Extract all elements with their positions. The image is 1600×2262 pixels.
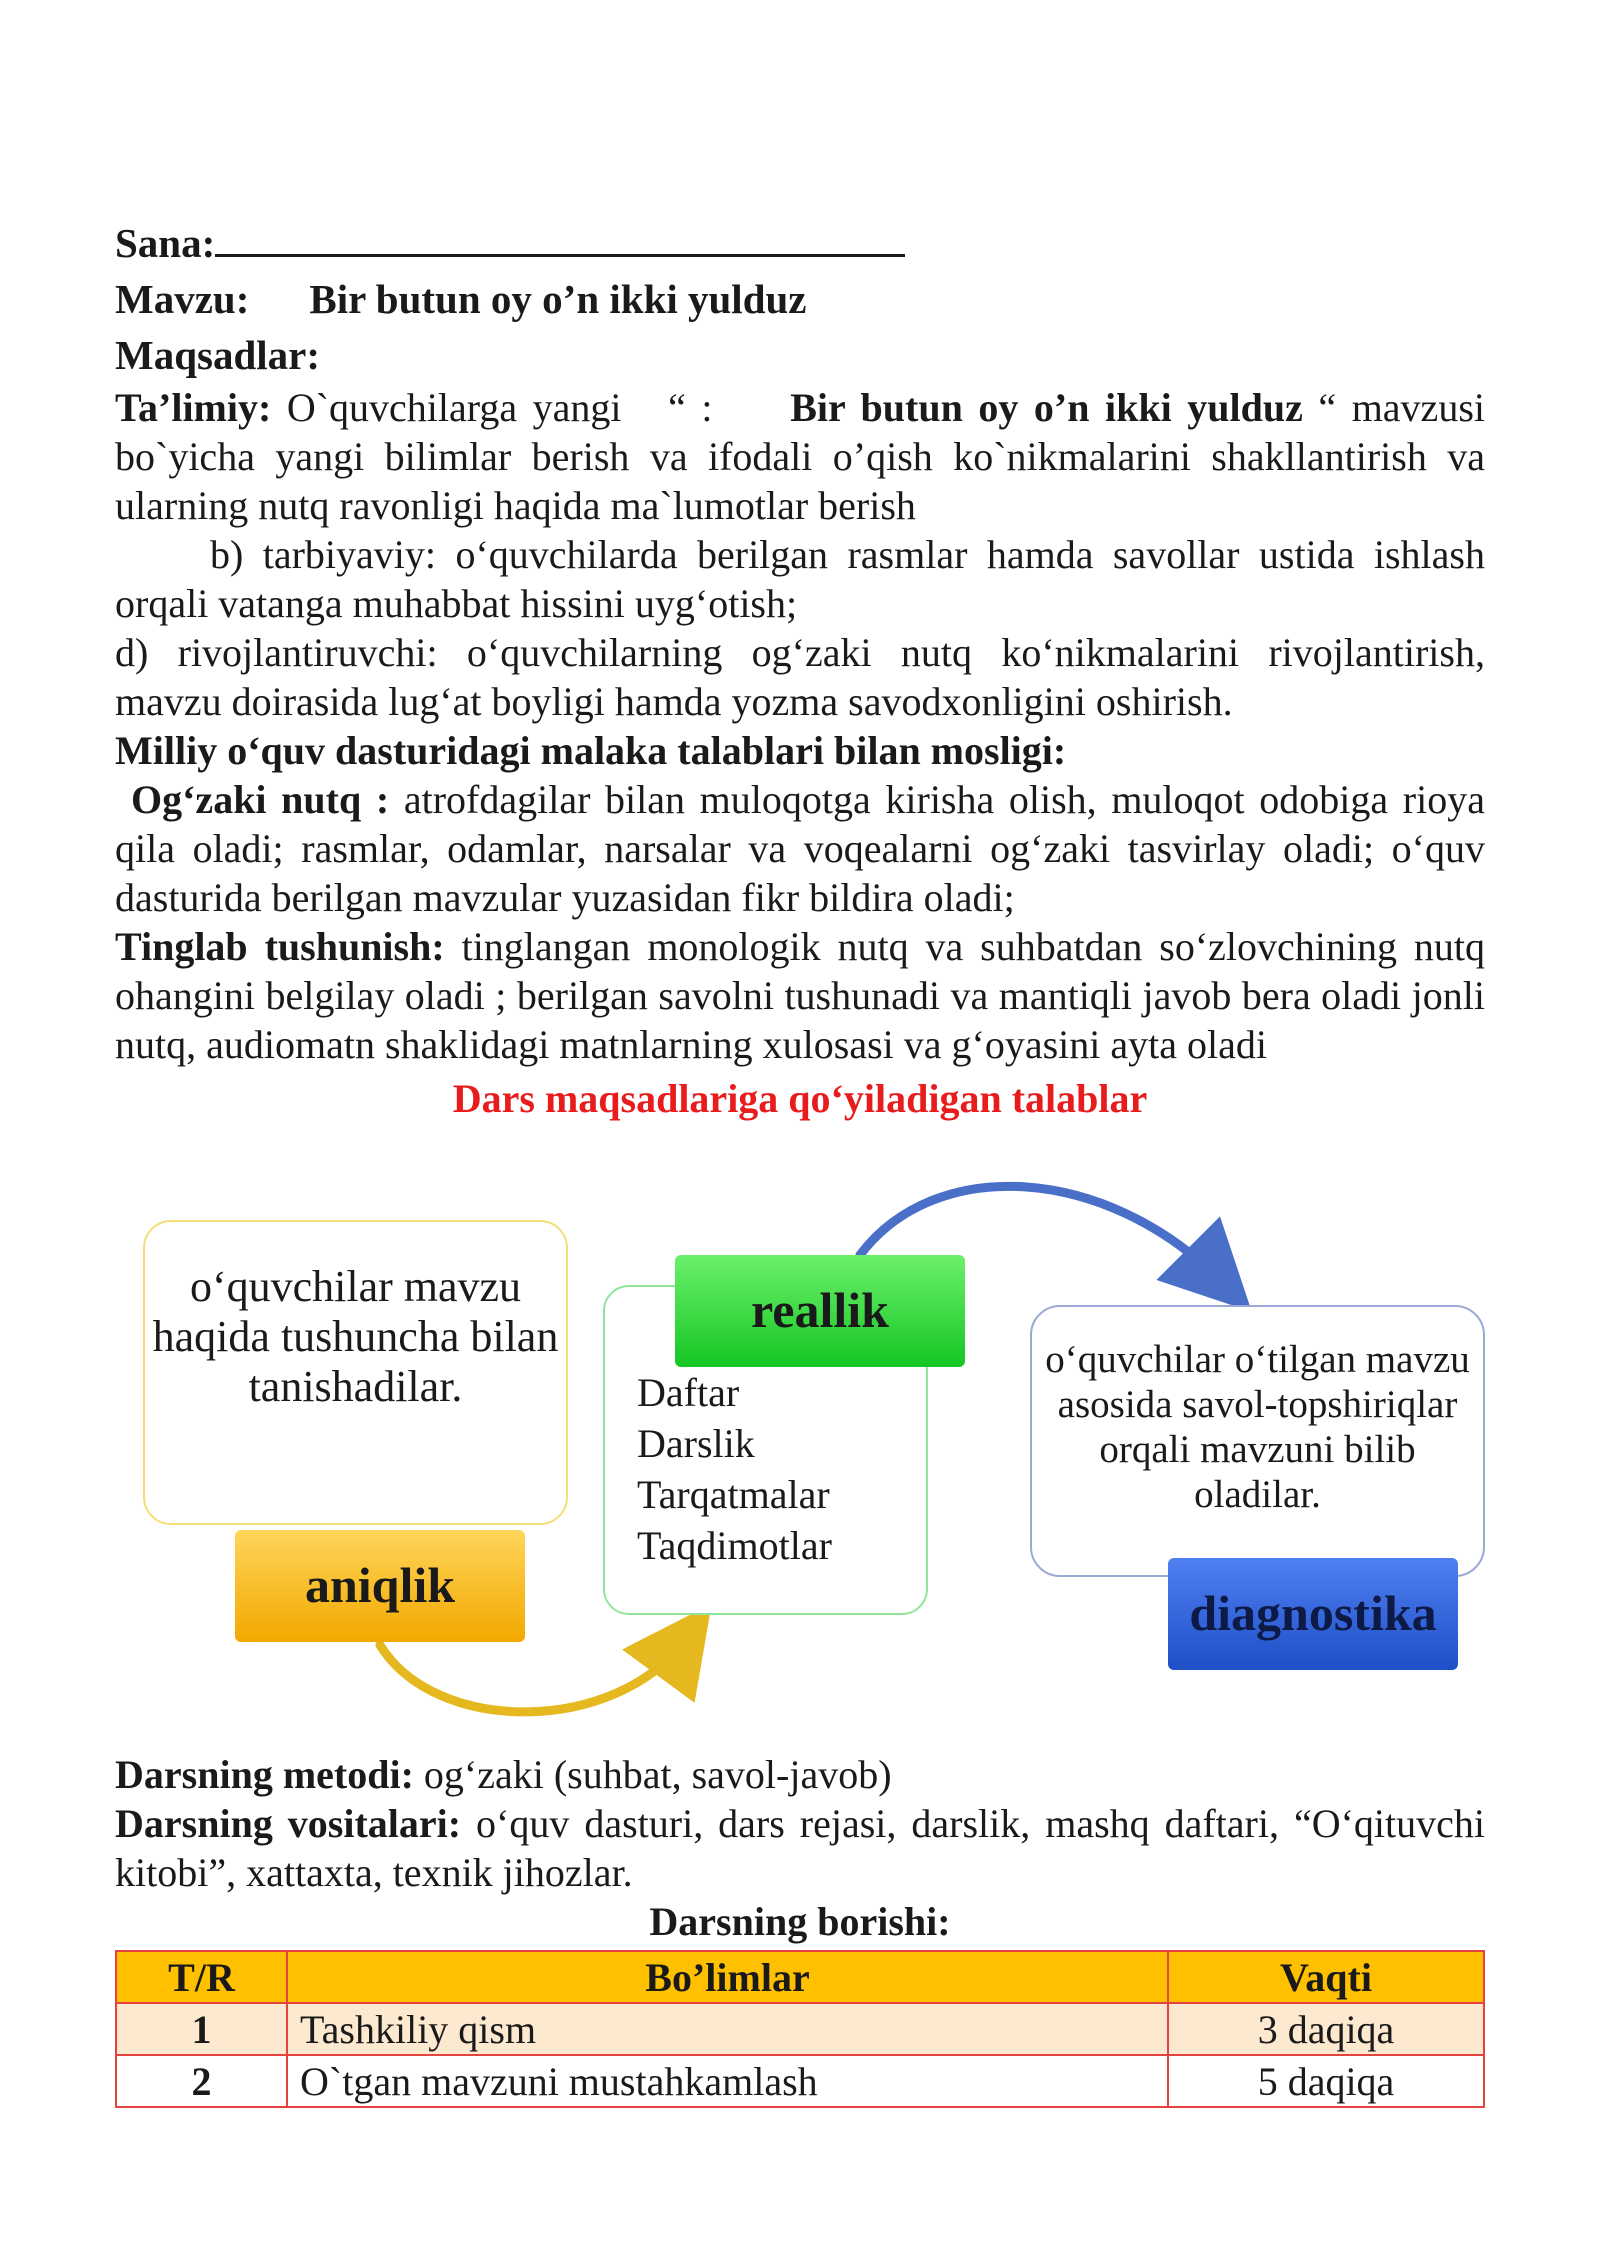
list-item: Taqdimotlar (637, 1523, 832, 1568)
date-blank (215, 220, 905, 257)
method-section (115, 1750, 1485, 1946)
diagnostics-text: o‘quvchilar o‘tilgan mavzu asosida savol-topshiriqlar orqali mavzuni bilib oladilar. (1045, 1338, 1470, 1516)
talimiy-label: Ta’limiy: (115, 385, 272, 430)
row-number: 2 (116, 2055, 287, 2107)
tools-label: Darsning vositalari: (115, 1801, 462, 1846)
date-line (115, 215, 1485, 271)
row-section: O`tgan mavzuni mustahkamlash (287, 2055, 1168, 2107)
row-time: 3 daqiqa (1168, 2003, 1484, 2055)
row-section: Tashkiliy qism (287, 2003, 1168, 2055)
list-item: Darslik (637, 1421, 755, 1466)
reallik-tag: reallik (675, 1255, 965, 1367)
table-row (116, 2003, 1484, 2055)
tinglab-text: tinglangan monologik nutq va suhbatdan so‘zlovchining nutq ohangini belgilay oladi ; berilgan savolni tushunadi va mantiqli javob bera oladi jonli nutq, audiomatn shaklidagi matnlarning xulosasi va g‘oyasini ayta oladi (115, 924, 1485, 1067)
row-number: 1 (116, 2003, 287, 2055)
tinglab-paragraph (115, 922, 1485, 1069)
document-body (115, 215, 1485, 1125)
tinglab-label: Tinglab tushunish: (115, 924, 445, 969)
row-time: 5 daqiqa (1168, 2055, 1484, 2107)
header-cell: Bo’limlar (287, 1951, 1168, 2003)
ogzaki-paragraph (115, 775, 1485, 922)
tools-line (115, 1799, 1485, 1897)
ogzaki-text: atrofdagilar bilan muloqotga kirisha olish, muloqot odobiga rioya qila oladi; rasmlar, odamlar, narsalar va voqealarni og‘zaki tasvirlay oladi; o‘quv dasturida berilgan mavzular yuzasidan fikr bildira oladi; (115, 777, 1485, 920)
mavzu-label: Mavzu: (115, 276, 250, 322)
gold-curved-arrow (380, 1640, 685, 1712)
method-label: Darsning metodi: (115, 1752, 414, 1797)
tarbiyaviy-paragraph (115, 530, 1485, 628)
standards-heading: Milliy o‘quv dasturidagi malaka talablari bilan mosligi: (115, 728, 1067, 773)
rivojlantiruvchi-paragraph: d) rivojlantiruvchi: o‘quvchilarning og‘zaki nutq ko‘nikmalarini rivojlantirish, mavzu doirasida lug‘at boyligi hamda yozma savodxonligini oshirish. (115, 630, 1485, 724)
lesson-flow-heading: Darsning borishi: (649, 1899, 951, 1944)
method-line (115, 1750, 1485, 1799)
talimiy-pre: O`quvchilarga yangi “ : (271, 385, 791, 430)
lesson-plan-table (115, 1950, 1485, 2108)
tarbiyaviy-text: b) tarbiyaviy: o‘quvchilarda berilgan rasmlar hamda savollar ustida ishlash orqali vatanga muhabbat hissini uyg‘otish; (115, 532, 1485, 626)
sana-label: Sana: (115, 220, 216, 266)
diagram-title: Dars maqsadlariga qo‘yiladigan talablar (452, 1076, 1148, 1121)
header-cell: T/R (116, 1951, 287, 2003)
table-row (116, 2055, 1484, 2107)
understanding-text: o‘quvchilar mavzu haqida tushuncha bilan tanishadilar. (152, 1262, 559, 1411)
talimiy-topic: Bir butun oy o’n ikki yulduz (790, 385, 1303, 430)
ogzaki-label: Og‘zaki nutq : (131, 777, 390, 822)
goals-heading: Maqsadlar: (115, 332, 320, 378)
topic-line (115, 271, 1485, 327)
table-header-row (116, 1951, 1484, 2003)
diagnostics-box (1030, 1305, 1485, 1577)
method-text: og‘zaki (suhbat, savol-javob) (413, 1752, 892, 1797)
header-cell: Vaqti (1168, 1951, 1484, 2003)
talimiy-post: “ mavzusi bo`yicha yangi bilimlar berish va ifodali o’qish ko`nikmalarini shakllantirish va ularning nutq ravonligi haqida ma`lumotlar berish (115, 385, 1485, 528)
tools-text: o‘quv dasturi, dars rejasi, darslik, mashq daftari, “O‘qituvchi kitobi”, xattaxta, texnik jihozlar. (115, 1801, 1485, 1895)
aniqlik-tag: aniqlik (235, 1530, 525, 1642)
understanding-box (143, 1220, 568, 1525)
list-item: Tarqatmalar (637, 1472, 830, 1517)
materials-list (637, 1367, 832, 1571)
requirements-diagram (115, 1175, 1485, 1745)
diagnostika-tag: diagnostika (1168, 1558, 1458, 1670)
topic-title: Bir butun oy o’n ikki yulduz (309, 276, 807, 322)
list-item: Daftar (637, 1370, 740, 1415)
talimiy-paragraph (115, 383, 1485, 530)
